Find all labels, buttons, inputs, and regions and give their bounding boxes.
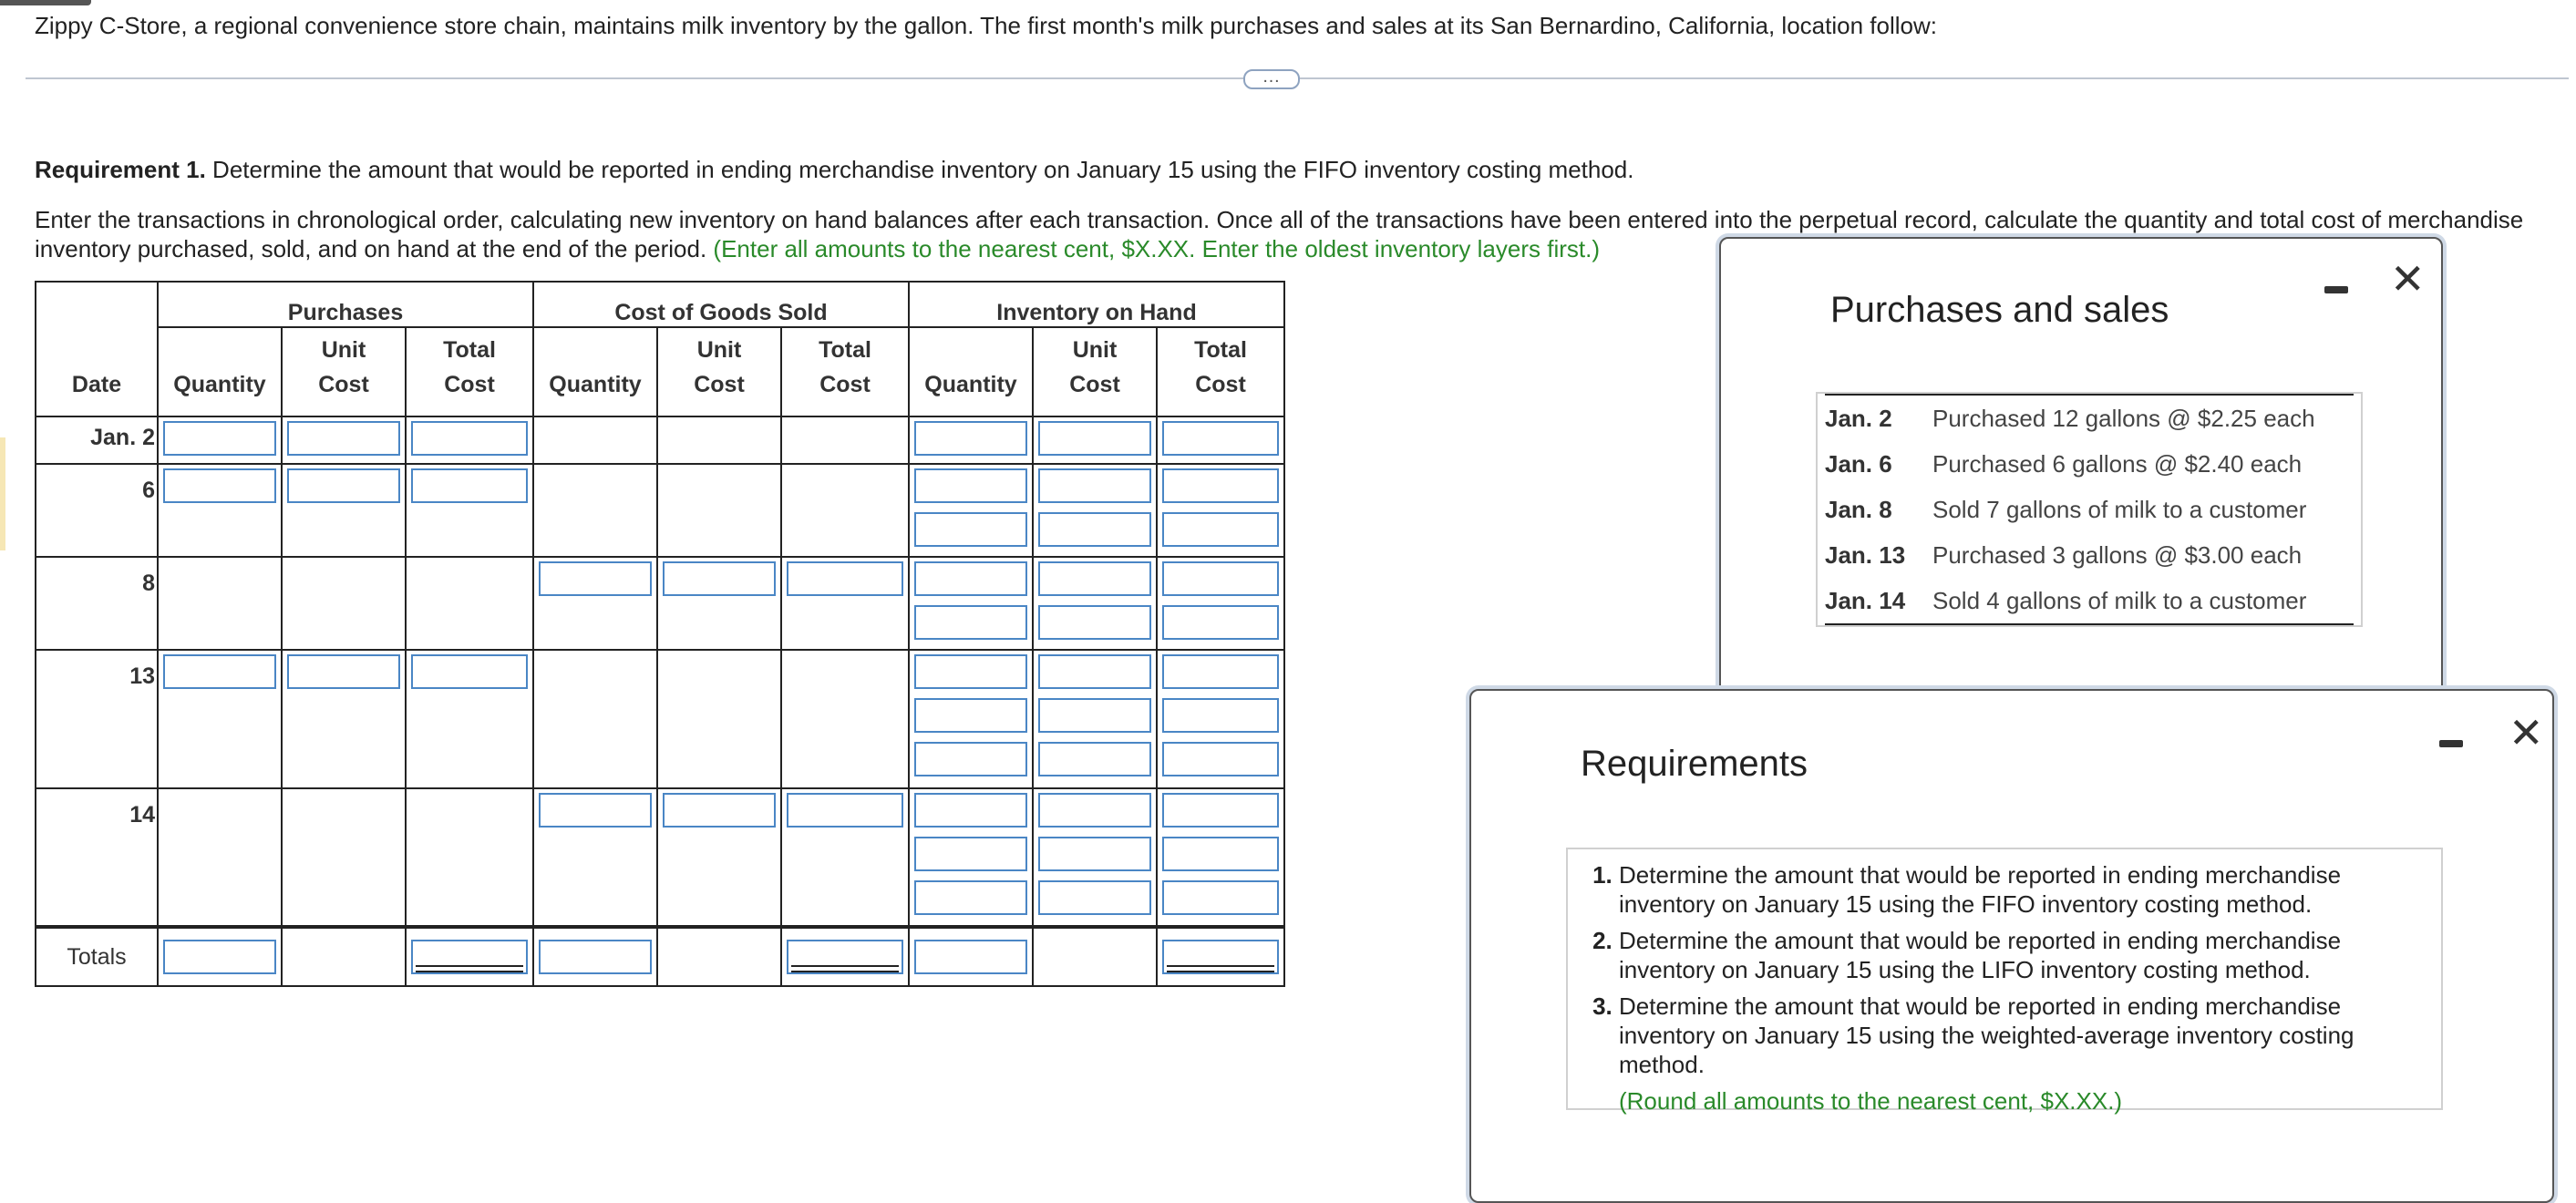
totals-row bbox=[36, 927, 1284, 986]
requirements-popup bbox=[1469, 689, 2554, 1203]
header-total: Total bbox=[406, 327, 533, 372]
inventory-quantity-input[interactable] bbox=[914, 468, 1027, 503]
popup-title: Requirements bbox=[1581, 744, 1808, 784]
requirements-note: (Round all amounts to the nearest cent, $X.XX.) bbox=[1619, 1087, 2123, 1115]
purchase-quantity-input[interactable] bbox=[163, 468, 276, 503]
header-unit: Unit bbox=[657, 327, 781, 372]
fifo-ledger-table bbox=[35, 281, 1285, 987]
inventory-unit-cost-input[interactable] bbox=[1038, 512, 1151, 547]
inventory-quantity-input[interactable] bbox=[914, 605, 1027, 640]
inventory-total-cost-input[interactable] bbox=[1162, 561, 1279, 596]
inventory-quantity-input[interactable] bbox=[914, 698, 1027, 733]
minimize-icon[interactable] bbox=[2324, 286, 2348, 293]
header-cost: Cost bbox=[1033, 372, 1157, 416]
empty-cell bbox=[406, 557, 533, 650]
empty-cell bbox=[533, 416, 657, 464]
cogs-total-cost-input[interactable] bbox=[787, 561, 903, 596]
empty-cell bbox=[781, 416, 909, 464]
empty-cell bbox=[282, 788, 406, 927]
header-blank bbox=[909, 327, 1033, 372]
inventory-unit-cost-input[interactable] bbox=[1038, 421, 1151, 456]
requirement-item: 1. Determine the amount that would be reported in ending merchandise inventory on January 15 using the FIFO inventory costing method. bbox=[1619, 860, 2427, 919]
item-date: Jan. 14 bbox=[1825, 586, 1906, 614]
requirement-item: 3. Determine the amount that would be reported in ending merchandise inventory on January 15 using the weighted-average inventory costing method. bbox=[1619, 992, 2427, 1079]
header-quantity: Quantity bbox=[909, 372, 1033, 416]
inventory-quantity-input[interactable] bbox=[914, 793, 1027, 828]
purchases-list bbox=[1816, 392, 2363, 627]
row-date: 8 bbox=[36, 557, 158, 650]
empty-cell bbox=[781, 650, 909, 788]
inventory-quantity-input[interactable] bbox=[914, 512, 1027, 547]
empty-cell bbox=[282, 557, 406, 650]
inventory-total-cost-input[interactable] bbox=[1162, 880, 1279, 915]
inventory-total-cost-input[interactable] bbox=[1162, 421, 1279, 456]
close-icon[interactable]: ✕ bbox=[2390, 255, 2426, 303]
header-quantity: Quantity bbox=[158, 372, 282, 416]
inventory-total-cost-input[interactable] bbox=[1162, 742, 1279, 776]
header-blank bbox=[533, 327, 657, 372]
inventory-total-cost-input[interactable] bbox=[1162, 654, 1279, 689]
inventory-unit-cost-input[interactable] bbox=[1038, 837, 1151, 871]
item-date: Jan. 13 bbox=[1825, 540, 1906, 569]
empty-cell bbox=[158, 788, 282, 927]
purchase-unit-cost-input[interactable] bbox=[287, 421, 400, 456]
row-date: Jan. 2 bbox=[36, 416, 158, 464]
total-cogs-cost-input[interactable] bbox=[787, 940, 903, 974]
empty-cell bbox=[406, 788, 533, 927]
empty-cell bbox=[657, 650, 781, 788]
purchase-quantity-input[interactable] bbox=[163, 654, 276, 689]
table-row bbox=[36, 557, 1284, 650]
header-blank bbox=[158, 327, 282, 372]
instructions-hint: (Enter all amounts to the nearest cent, $X.XX. Enter the oldest inventory layers first.) bbox=[713, 235, 1600, 262]
popup-title: Purchases and sales bbox=[1830, 290, 2169, 330]
inventory-unit-cost-input[interactable] bbox=[1038, 468, 1151, 503]
cogs-total-cost-input[interactable] bbox=[787, 793, 903, 828]
requirement-1-text: Determine the amount that would be reported in ending merchandise inventory on January 15 using the FIFO inventory costing method. bbox=[205, 156, 1634, 183]
header-unit: Unit bbox=[282, 327, 406, 372]
empty-cell bbox=[657, 927, 781, 986]
header-cost: Cost bbox=[657, 372, 781, 416]
empty-cell bbox=[158, 557, 282, 650]
header-date: Date bbox=[36, 372, 158, 416]
inventory-total-cost-input[interactable] bbox=[1162, 468, 1279, 503]
inventory-unit-cost-input[interactable] bbox=[1038, 654, 1151, 689]
more-button[interactable]: … bbox=[1243, 69, 1300, 89]
inventory-quantity-input[interactable] bbox=[914, 837, 1027, 871]
inventory-quantity-input[interactable] bbox=[914, 654, 1027, 689]
header-blank bbox=[36, 282, 158, 327]
requirement-item: 2. Determine the amount that would be reported in ending merchandise inventory on January 15 using the LIFO inventory costing method. bbox=[1619, 926, 2427, 984]
purchase-quantity-input[interactable] bbox=[163, 421, 276, 456]
empty-cell bbox=[282, 927, 406, 986]
purchase-unit-cost-input[interactable] bbox=[287, 468, 400, 503]
item-text: Purchased 12 gallons @ $2.25 each bbox=[1932, 404, 2315, 432]
inventory-unit-cost-input[interactable] bbox=[1038, 561, 1151, 596]
total-cogs-quantity-input[interactable] bbox=[539, 940, 652, 974]
header-cost: Cost bbox=[406, 372, 533, 416]
cogs-quantity-input[interactable] bbox=[539, 793, 652, 828]
empty-cell bbox=[657, 464, 781, 557]
cogs-unit-cost-input[interactable] bbox=[663, 561, 776, 596]
item-text: Purchased 3 gallons @ $3.00 each bbox=[1932, 540, 2303, 569]
empty-cell bbox=[781, 464, 909, 557]
inventory-unit-cost-input[interactable] bbox=[1038, 698, 1151, 733]
list-item bbox=[1825, 394, 2354, 441]
row-date: 13 bbox=[36, 650, 158, 788]
header-cost: Cost bbox=[282, 372, 406, 416]
item-date: Jan. 8 bbox=[1825, 495, 1892, 523]
header-cost: Cost bbox=[781, 372, 909, 416]
header-total: Total bbox=[1157, 327, 1284, 372]
inventory-total-cost-input[interactable] bbox=[1162, 698, 1279, 733]
requirements-list bbox=[1566, 848, 2443, 1115]
header-inventory: Inventory on Hand bbox=[909, 282, 1284, 327]
total-purchase-cost-input[interactable] bbox=[411, 940, 528, 974]
inventory-unit-cost-input[interactable] bbox=[1038, 793, 1151, 828]
purchase-total-cost-input[interactable] bbox=[411, 468, 528, 503]
purchases-and-sales-popup bbox=[1719, 237, 2443, 733]
list-item bbox=[1825, 578, 2354, 625]
empty-cell bbox=[533, 650, 657, 788]
inventory-quantity-input[interactable] bbox=[914, 880, 1027, 915]
header-quantity: Quantity bbox=[533, 372, 657, 416]
item-text: Sold 7 gallons of milk to a customer bbox=[1932, 495, 2307, 523]
top-tab-marker bbox=[0, 0, 91, 5]
row-date: 6 bbox=[36, 464, 158, 557]
cogs-quantity-input[interactable] bbox=[539, 561, 652, 596]
inventory-total-cost-input[interactable] bbox=[1162, 512, 1279, 547]
header-unit: Unit bbox=[1033, 327, 1157, 372]
list-item bbox=[1825, 441, 2354, 487]
list-item bbox=[1825, 532, 2354, 578]
inventory-total-cost-input[interactable] bbox=[1162, 605, 1279, 640]
inventory-quantity-input[interactable] bbox=[914, 742, 1027, 776]
header-purchases: Purchases bbox=[158, 282, 533, 327]
cogs-unit-cost-input[interactable] bbox=[663, 793, 776, 828]
list-item bbox=[1825, 487, 2354, 532]
inventory-unit-cost-input[interactable] bbox=[1038, 605, 1151, 640]
table-row bbox=[36, 788, 1284, 927]
empty-cell bbox=[533, 464, 657, 557]
inventory-quantity-input[interactable] bbox=[914, 561, 1027, 596]
inventory-unit-cost-input[interactable] bbox=[1038, 880, 1151, 915]
purchase-total-cost-input[interactable] bbox=[411, 654, 528, 689]
inventory-unit-cost-input[interactable] bbox=[1038, 742, 1151, 776]
totals-label: Totals bbox=[36, 927, 158, 986]
edge-marker bbox=[0, 437, 5, 550]
minimize-icon[interactable] bbox=[2439, 740, 2463, 747]
header-cost: Cost bbox=[1157, 372, 1284, 416]
purchase-total-cost-input[interactable] bbox=[411, 421, 528, 456]
requirement-1-heading bbox=[35, 153, 1634, 186]
empty-cell bbox=[1033, 927, 1157, 986]
total-purchase-quantity-input[interactable] bbox=[163, 940, 276, 974]
requirement-1-label: Requirement 1. bbox=[35, 156, 206, 183]
inventory-total-cost-input[interactable] bbox=[1162, 793, 1279, 828]
problem-intro: Zippy C-Store, a regional convenience store chain, maintains milk inventory by the gallon. The first month's milk purchases and sales at its San Bernardino, California, location follow: bbox=[35, 12, 1937, 39]
item-date: Jan. 2 bbox=[1825, 404, 1892, 432]
inventory-quantity-input[interactable] bbox=[914, 421, 1027, 456]
table-row bbox=[36, 464, 1284, 557]
total-inventory-quantity-input[interactable] bbox=[914, 940, 1027, 974]
instructions-text: Enter the transactions in chronological order, calculating new inventory on hand balances after each transaction. Once all of the transactions have been entered into the perpetual record, calculate the quantity and total cost of merchandise inventory purchased, sold, and on hand at the end of the period. bbox=[35, 206, 2524, 262]
header-blank bbox=[36, 327, 158, 372]
close-icon[interactable]: ✕ bbox=[2509, 709, 2544, 756]
item-date: Jan. 6 bbox=[1825, 449, 1892, 478]
purchase-unit-cost-input[interactable] bbox=[287, 654, 400, 689]
table-row bbox=[36, 416, 1284, 464]
total-inventory-cost-input[interactable] bbox=[1162, 940, 1279, 974]
table-row bbox=[36, 650, 1284, 788]
item-text: Purchased 6 gallons @ $2.40 each bbox=[1932, 449, 2303, 478]
row-date: 14 bbox=[36, 788, 158, 927]
header-total: Total bbox=[781, 327, 909, 372]
empty-cell bbox=[657, 416, 781, 464]
header-cogs: Cost of Goods Sold bbox=[533, 282, 909, 327]
item-text: Sold 4 gallons of milk to a customer bbox=[1932, 586, 2307, 614]
inventory-total-cost-input[interactable] bbox=[1162, 837, 1279, 871]
